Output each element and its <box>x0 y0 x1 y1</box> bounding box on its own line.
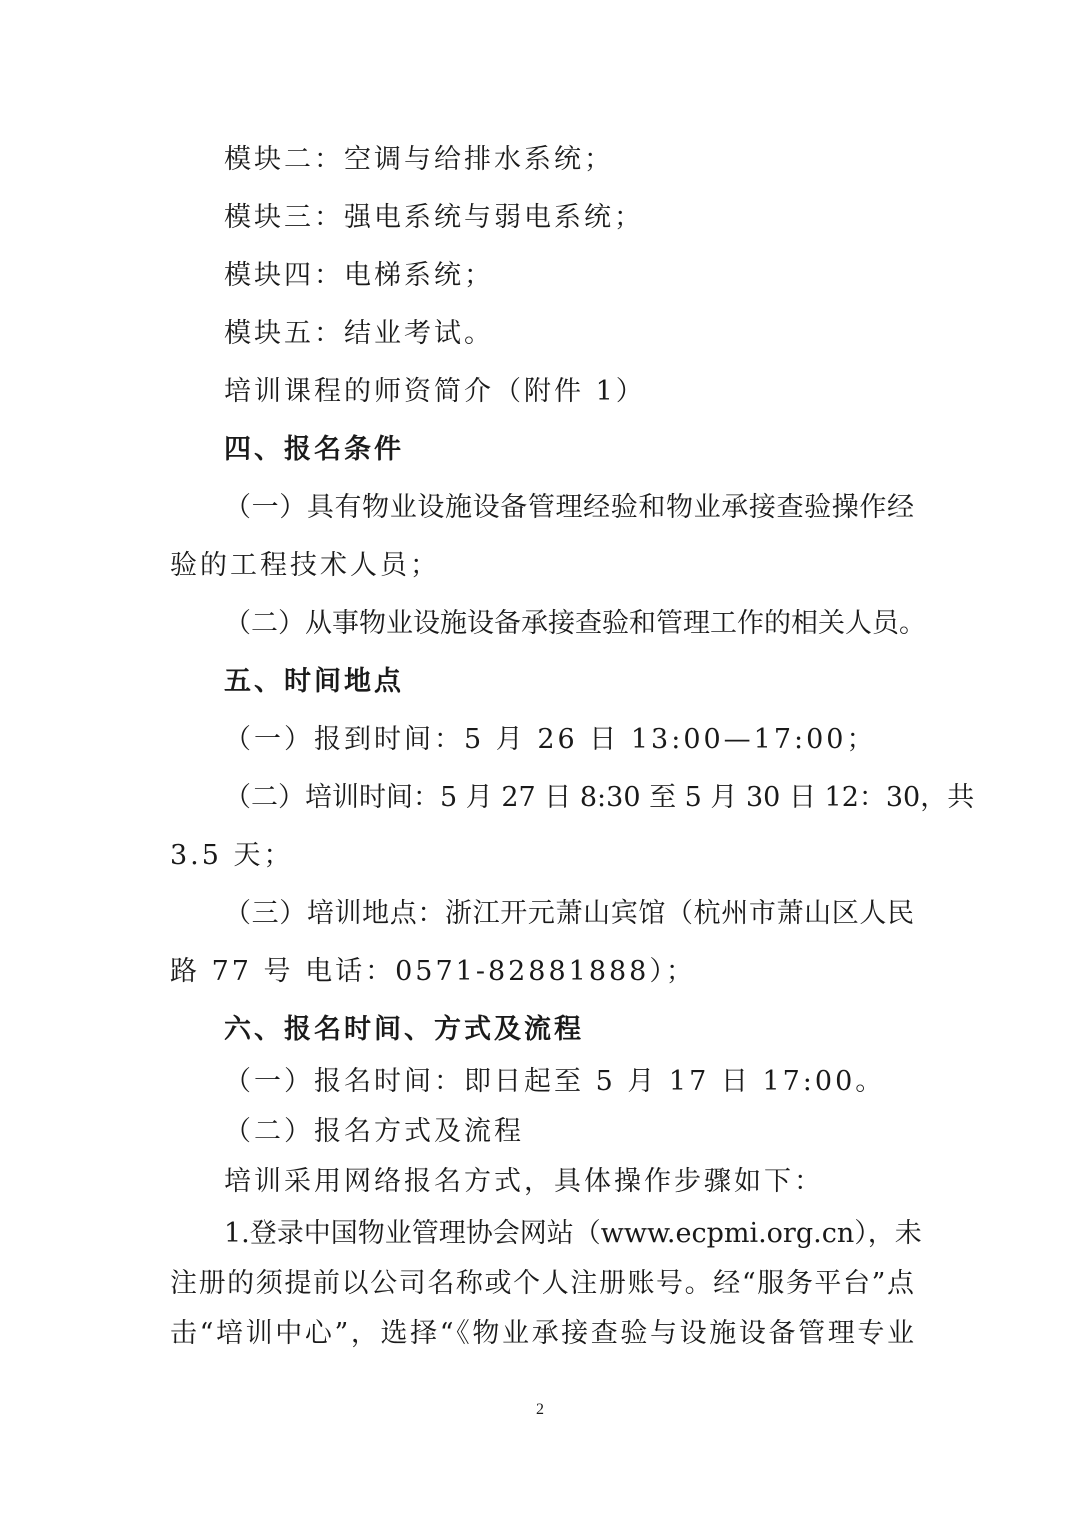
module-5-line: 模块五：结业考试。 <box>224 318 494 349</box>
section-6-heading: 六、报名时间、方式及流程 <box>224 1014 584 1045</box>
step-1-line: 1.登录中国物业管理协会网站（www.ecpmi.org.cn），未 <box>224 1218 922 1249</box>
training-location-line: （三）培训地点：浙江开元萧山宾馆（杭州市萧山区人民 <box>224 898 914 929</box>
training-time-continued: 3.5 天； <box>170 840 294 871</box>
faculty-intro-line: 培训课程的师资简介（附件 1） <box>224 376 646 407</box>
check-in-time-line: （一）报到时间：5 月 26 日 13:00—17:00； <box>224 724 877 755</box>
condition-1-continued: 验的工程技术人员； <box>170 550 440 581</box>
condition-2-line: （二）从事物业设施设备承接查验和管理工作的相关人员。 <box>224 608 926 639</box>
section-4-heading: 四、报名条件 <box>224 434 404 465</box>
training-location-continued: 路 77 号 电话：0571-82881888）； <box>170 956 696 987</box>
online-registration-line: 培训采用网络报名方式，具体操作步骤如下： <box>224 1166 824 1197</box>
module-3-line: 模块三：强电系统与弱电系统； <box>224 202 644 233</box>
module-4-line: 模块四：电梯系统； <box>224 260 494 291</box>
module-2-line: 模块二：空调与给排水系统； <box>224 144 614 175</box>
step-1-continued-1: 注册的须提前以公司名称或个人注册账号。经“服务平台”点 <box>170 1268 914 1299</box>
condition-1-line: （一）具有物业设施设备管理经验和物业承接查验操作经 <box>224 492 914 523</box>
registration-method-line: （二）报名方式及流程 <box>224 1116 524 1147</box>
step-1-continued-2: 击“培训中心”，选择“《物业承接查验与设施设备管理专业 <box>170 1318 914 1349</box>
page-number: 2 <box>536 1401 544 1418</box>
training-time-line: （二）培训时间：5 月 27 日 8:30 至 5 月 30 日 12：30，共 <box>224 782 975 813</box>
section-5-heading: 五、时间地点 <box>224 666 404 697</box>
registration-time-line: （一）报名时间：即日起至 5 月 17 日 17:00。 <box>224 1066 886 1097</box>
